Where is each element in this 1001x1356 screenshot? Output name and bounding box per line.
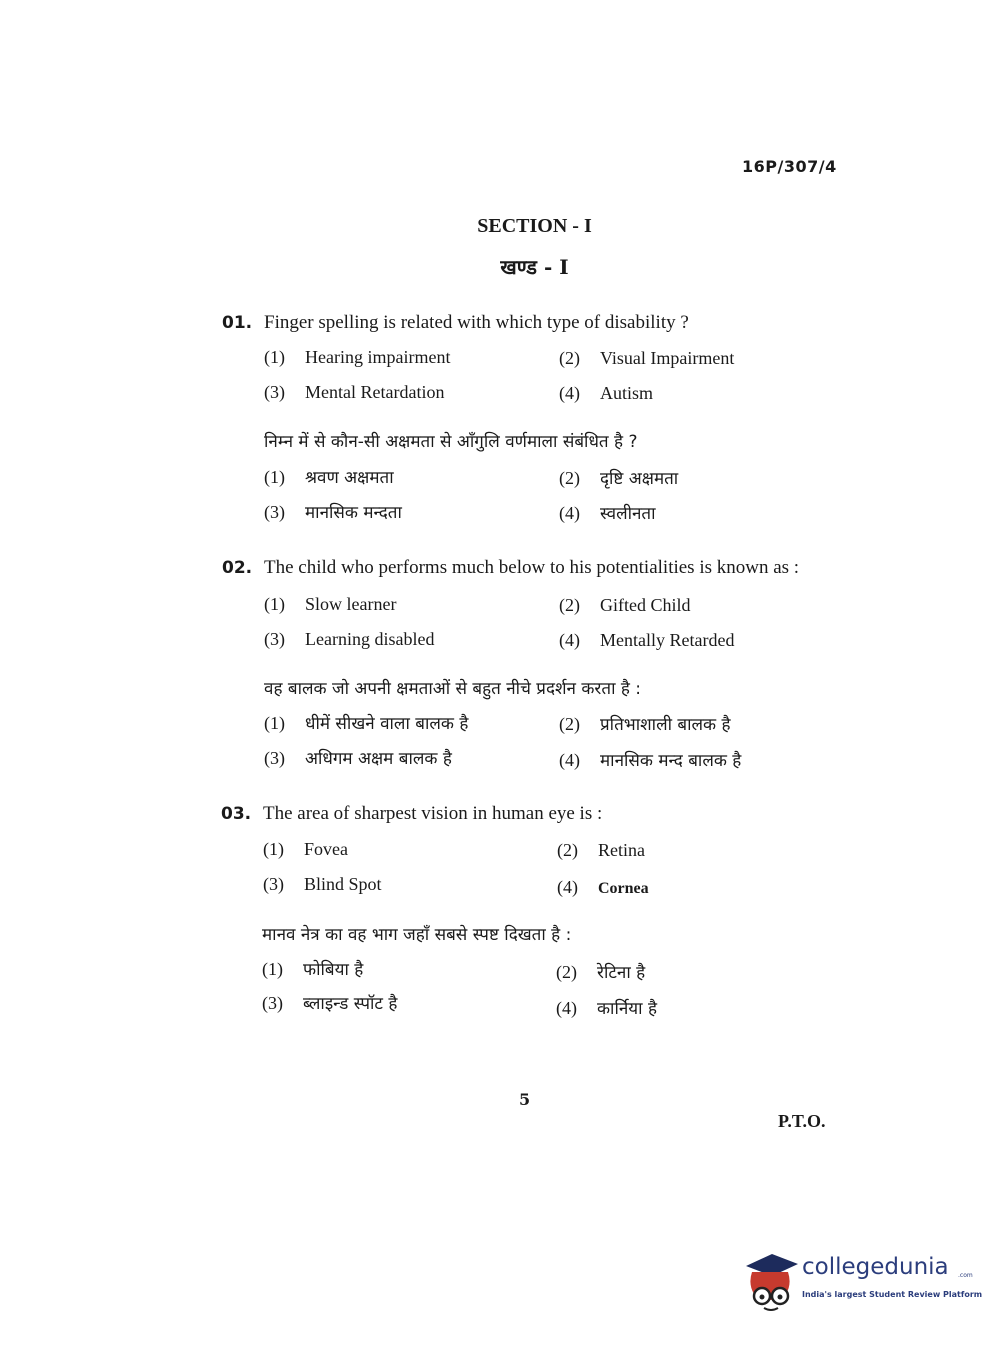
option-number: (3) [264, 629, 285, 649]
option-number: (4) [559, 630, 580, 650]
option-3 [264, 629, 434, 650]
option-text: कार्निया है [597, 999, 657, 1019]
collegedunia-logo [742, 1250, 983, 1314]
option-hindi-3 [264, 500, 402, 523]
option-hindi-2 [559, 466, 678, 489]
option-text: फोबिया है [303, 960, 364, 980]
option-text: Cornea [598, 880, 649, 897]
option-2 [559, 595, 691, 616]
option-number: (2) [559, 595, 580, 615]
paper-code: 16P/307/4 [742, 157, 837, 176]
option-hindi-3 [264, 746, 452, 769]
option-number: (1) [264, 713, 285, 733]
question-text-hindi: निम्न में से कौन-सी अक्षमता से आँगुलि वर्णमाला संबंधित है ? [264, 432, 638, 452]
option-text: श्रवण अक्षमता [305, 468, 394, 488]
question-text: Finger spelling is related with which type of disability ? [264, 312, 689, 333]
option-hindi-1 [264, 711, 468, 734]
option-number: (4) [559, 503, 580, 523]
option-text: स्वलीनता [600, 504, 656, 524]
option-number: (2) [559, 714, 580, 734]
question-text: The area of sharpest vision in human eye is : [263, 803, 603, 824]
question-text-hindi: मानव नेत्र का वह भाग जहाँ सबसे स्पष्ट दिखता है : [262, 925, 572, 945]
option-number: (3) [264, 502, 285, 522]
option-text: Mental Retardation [305, 382, 445, 402]
option-text: Autism [600, 383, 654, 403]
option-text: रेटिना है [597, 963, 646, 983]
option-number: (1) [264, 347, 285, 367]
question-number: 03. [221, 804, 252, 824]
option-hindi-2 [556, 960, 645, 983]
logo-tagline: India's largest Student Review Platform [802, 1290, 983, 1299]
option-number: (1) [264, 467, 285, 487]
option-hindi-4 [559, 501, 656, 524]
option-text: Blind Spot [304, 874, 382, 894]
option-text: Mentally Retarded [600, 630, 735, 650]
option-text: मानसिक मन्द बालक है [600, 751, 742, 771]
option-text: Visual Impairment [600, 348, 735, 368]
option-number: (1) [262, 959, 283, 979]
option-text: Learning disabled [305, 629, 435, 649]
option-4 [559, 383, 653, 404]
option-text: प्रतिभाशाली बालक है [600, 715, 731, 735]
option-number: (4) [556, 998, 577, 1018]
option-hindi-1 [264, 465, 394, 488]
option-hindi-2 [559, 712, 731, 735]
option-text: Gifted Child [600, 595, 691, 615]
option-1 [264, 594, 396, 615]
logo-suffix: .com [958, 1272, 973, 1279]
option-3 [264, 382, 444, 403]
option-number: (2) [559, 468, 580, 488]
option-number: (3) [264, 748, 285, 768]
option-1 [264, 347, 450, 368]
option-text: धीमें सीखने वाला बालक है [305, 714, 469, 734]
section-title: SECTION - I [477, 215, 592, 237]
option-hindi-3 [262, 991, 397, 1014]
question-number: 01. [222, 313, 253, 333]
question-number: 02. [222, 558, 253, 578]
option-number: (4) [559, 750, 580, 770]
mascot-icon [742, 1250, 798, 1314]
option-number: (4) [559, 383, 580, 403]
option-text: Retina [598, 840, 645, 860]
page-number: 5 [519, 1090, 531, 1109]
option-text: अधिगम अक्षम बालक है [305, 749, 452, 769]
question-text-hindi: वह बालक जो अपनी क्षमताओं से बहुत नीचे प्रदर्शन करता है : [264, 679, 642, 699]
option-text: Hearing impairment [305, 347, 451, 367]
option-number: (1) [264, 594, 285, 614]
option-number: (1) [263, 839, 284, 859]
question-text: The child who performs much below to his potentialities is known as : [264, 557, 800, 578]
option-number: (2) [556, 962, 577, 982]
option-2 [557, 840, 645, 861]
option-number: (2) [557, 840, 578, 860]
option-3 [263, 874, 382, 895]
section-title-hindi: खण्ड - I [500, 255, 569, 279]
option-1 [263, 839, 348, 860]
option-number: (2) [559, 348, 580, 368]
option-number: (4) [557, 877, 578, 897]
option-text: Slow learner [305, 594, 397, 614]
option-4 [557, 877, 649, 898]
option-4 [559, 630, 734, 651]
option-number: (3) [263, 874, 284, 894]
pto-label: P.T.O. [778, 1111, 826, 1131]
option-number: (3) [262, 993, 283, 1013]
option-hindi-4 [559, 748, 741, 771]
option-hindi-4 [556, 996, 657, 1019]
option-text: दृष्टि अक्षमता [600, 469, 679, 489]
option-text: Fovea [304, 839, 348, 859]
option-number: (3) [264, 382, 285, 402]
logo-brand: collegedunia [802, 1254, 949, 1280]
option-text: मानसिक मन्दता [305, 503, 402, 523]
option-2 [559, 348, 734, 369]
option-hindi-1 [262, 957, 363, 980]
option-text: ब्लाइन्ड स्पॉट है [303, 994, 398, 1014]
